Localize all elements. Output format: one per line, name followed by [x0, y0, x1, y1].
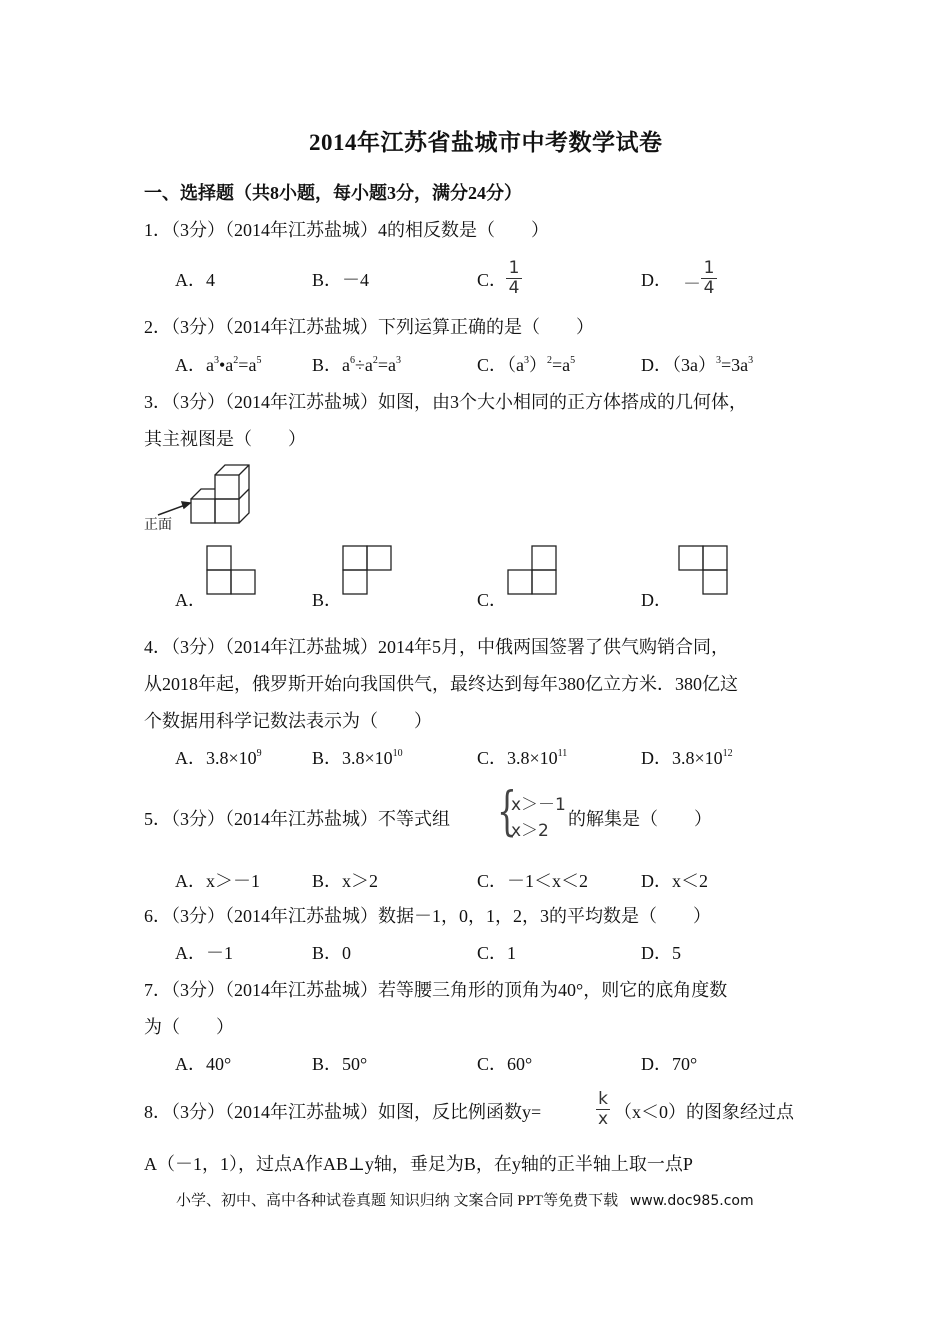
q5-inequality-system: [497, 782, 569, 846]
question-5-stem-pre: 5．（3分）（2014年江苏盐城）不等式组: [144, 809, 450, 829]
question-4-stem-line3: 个数据用科学记数法表示为（ ）: [144, 711, 432, 731]
fraction-denominator: 4: [703, 278, 715, 298]
inequality-row-1: x＞－1: [511, 795, 566, 815]
question-8-stem-pre: 8．（3分）（2014年江苏盐城）如图，反比例函数y=: [144, 1102, 542, 1122]
question-4-stem-line2: 从2018年起，俄罗斯开始向我国供气，最终达到每年380亿立方米．380亿这: [144, 674, 738, 694]
question-8-stem-post: （x＜0）的图象经过点: [614, 1102, 794, 1122]
q3-option-b-figure: [342, 545, 394, 595]
q3-option-d[interactable]: D．: [641, 590, 672, 610]
question-3-stem-line1: 3．（3分）（2014年江苏盐城）如图，由3个大小相同的正方体搭成的几何体，: [144, 392, 747, 412]
question-6-stem: 6．（3分）（2014年江苏盐城）数据－1，0，1，2，3的平均数是（ ）: [144, 906, 711, 926]
q7-option-d: D．70°: [641, 1054, 698, 1074]
q2-option-a: A．$a^3•a^2=a^5$: [175, 355, 262, 375]
question-5-stem-post: 的解集是（ ）: [568, 809, 712, 829]
q5-option-a: A．x＞－1: [175, 871, 260, 891]
q7-option-a: A．40°: [175, 1054, 232, 1074]
q2-option-c: C．$(a^3)^2=a^5$: [477, 355, 576, 375]
q3-front-label: 正面: [144, 517, 172, 533]
fraction-denominator: 4: [508, 278, 520, 298]
q2-option-d: D．$(3a)^3=3a^3$: [641, 355, 754, 375]
page-footer: [176, 1194, 754, 1209]
fraction-numerator: 1: [508, 258, 520, 278]
q3-option-b[interactable]: B．: [312, 590, 343, 610]
q1-option-d-label: D．: [641, 270, 672, 290]
question-8-stem-line2: A（－1，1），过点A作AB⊥y轴，垂足为B，在y轴的正半轴上取一点P: [144, 1154, 693, 1174]
fraction-denominator: x: [597, 1109, 609, 1129]
footer-url[interactable]: www.doc985.com: [629, 1193, 754, 1209]
q4-option-d: D．$3.8\times 10^{12}$: [641, 748, 733, 768]
q3-option-d-figure: [678, 545, 730, 595]
q3-option-c-figure: [507, 545, 559, 595]
q6-option-d: D．5: [641, 943, 681, 963]
q1-option-a: A．4: [175, 270, 215, 290]
q7-option-c: C．60°: [477, 1054, 533, 1074]
q4-option-b: B．$3.8\times 10^{10}$: [312, 748, 403, 768]
section-heading: 一、选择题（共8小题，每小题3分，满分24分）: [144, 183, 522, 203]
fraction-numerator: 1: [703, 258, 715, 278]
q4-option-a: A．$3.8\times 10^9$: [175, 748, 262, 768]
q6-option-b: B．0: [312, 943, 352, 963]
question-4-stem-line1: 4．（3分）（2014年江苏盐城）2014年5月，中俄两国签署了供气购销合同，: [144, 637, 729, 657]
fraction-numerator: k: [598, 1089, 608, 1109]
q6-option-c: C．1: [477, 943, 517, 963]
inequality-row-2: x＞2: [511, 821, 549, 841]
left-brace-icon: {: [497, 782, 517, 842]
q3-option-a-figure: [206, 545, 258, 595]
footer-text: 小学、初中、高中各种试卷真题 知识归纳 文案合同 PPT等免费下载: [176, 1193, 619, 1209]
question-1-stem: 1．（3分）（2014年江苏盐城）4的相反数是（ ）: [144, 220, 549, 240]
q8-fraction: [596, 1090, 610, 1129]
q5-option-d: D．x＜2: [641, 871, 708, 891]
q1-option-d-fraction: [701, 259, 717, 298]
q5-option-c: C．－1＜x＜2: [477, 871, 589, 891]
q2-option-b: B．$a^6\div a^2=a^3$: [312, 355, 402, 375]
q7-option-b: B．50°: [312, 1054, 368, 1074]
question-7-stem-line2: 为（ ）: [144, 1017, 234, 1037]
q3-option-c[interactable]: C．: [477, 590, 508, 610]
question-3-stem-line2: 其主视图是（ ）: [144, 429, 306, 449]
question-2-stem: 2．（3分）（2014年江苏盐城）下列运算正确的是（ ）: [144, 317, 594, 337]
question-7-stem-line1: 7．（3分）（2014年江苏盐城）若等腰三角形的顶角为40°，则它的底角度数: [144, 980, 728, 1000]
q1-option-b: B．－4: [312, 270, 370, 290]
q1-option-c-fraction: [506, 259, 522, 298]
paper-title: 2014年江苏省盐城市中考数学试卷: [309, 130, 663, 155]
q5-option-b: B．x＞2: [312, 871, 379, 891]
q1-option-c-label: C．: [477, 270, 508, 290]
q3-option-a[interactable]: A．: [175, 590, 206, 610]
q4-option-c: C．$3.8\times 10^{11}$: [477, 748, 568, 768]
q1-option-d-sign: －: [683, 274, 701, 295]
q6-option-a: A．－1: [175, 943, 233, 963]
